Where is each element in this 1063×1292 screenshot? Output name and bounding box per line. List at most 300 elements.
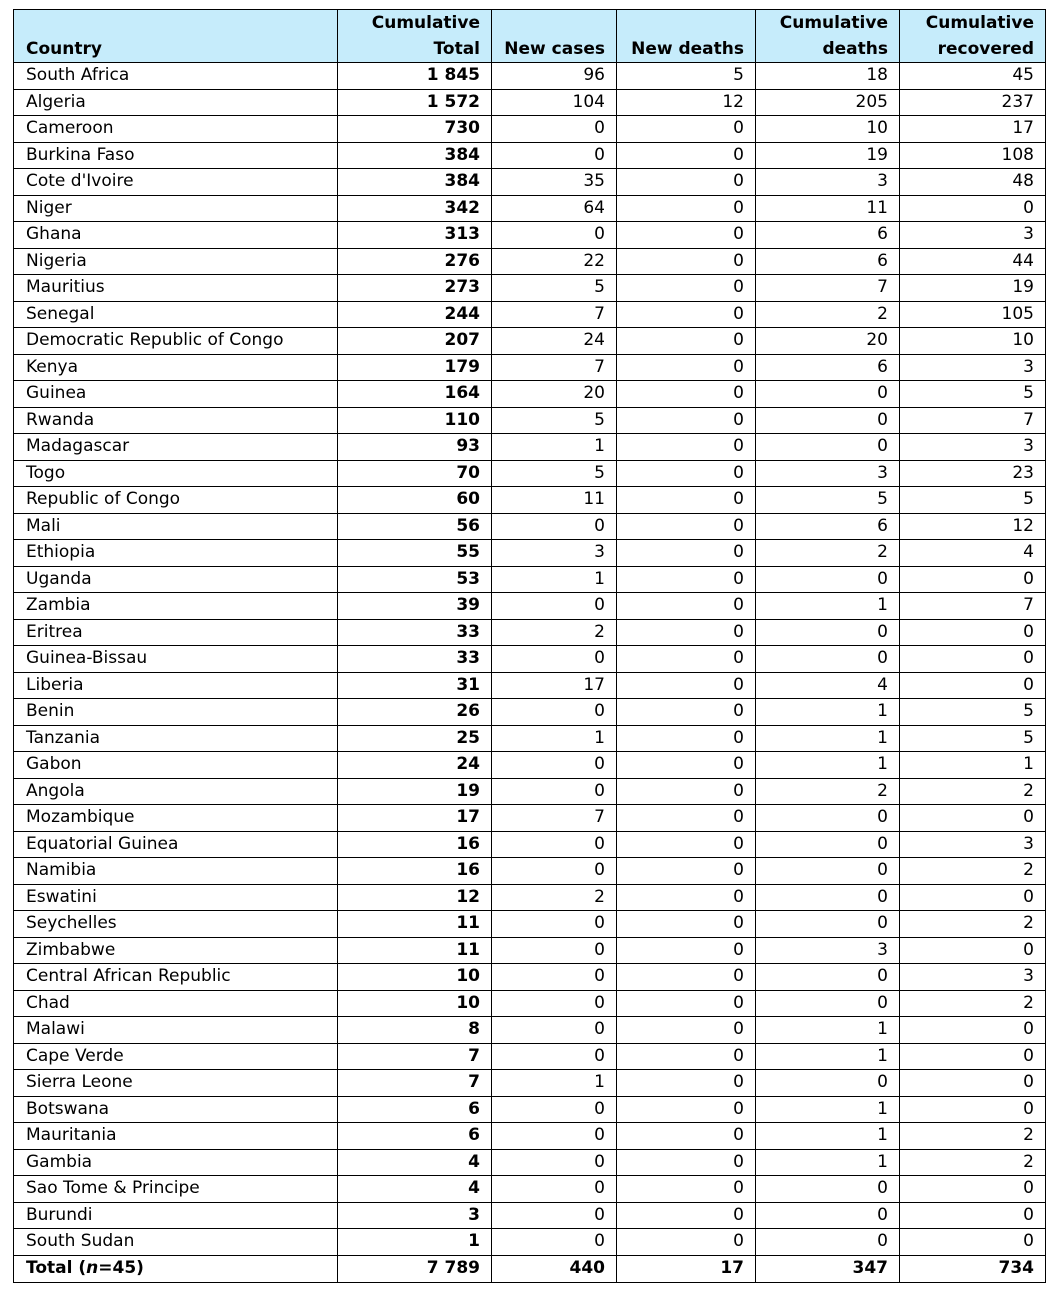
cell-cumulative-total: 19 xyxy=(338,778,492,805)
cell-new-cases: 0 xyxy=(492,699,617,726)
cell-cumulative-total: 39 xyxy=(338,593,492,620)
cell-cumulative-recovered: 105 xyxy=(900,301,1046,328)
table-row xyxy=(14,540,1046,567)
cell-new-cases: 22 xyxy=(492,248,617,275)
total-new-deaths: 17 xyxy=(617,1255,756,1282)
cell-country: Cameroon xyxy=(14,116,338,143)
cell-cumulative-total: 33 xyxy=(338,619,492,646)
cell-cumulative-total: 56 xyxy=(338,513,492,540)
cell-cumulative-total: 1 xyxy=(338,1229,492,1256)
cell-cumulative-total: 55 xyxy=(338,540,492,567)
cell-cumulative-deaths: 0 xyxy=(756,619,900,646)
cell-country: Sierra Leone xyxy=(14,1070,338,1097)
cell-cumulative-deaths: 1 xyxy=(756,1043,900,1070)
cell-cumulative-recovered: 0 xyxy=(900,646,1046,673)
cell-country: Senegal xyxy=(14,301,338,328)
cell-cumulative-recovered: 5 xyxy=(900,487,1046,514)
total-label xyxy=(14,1255,338,1282)
cell-country: Togo xyxy=(14,460,338,487)
cell-new-cases: 7 xyxy=(492,354,617,381)
cell-cumulative-deaths: 0 xyxy=(756,964,900,991)
cell-new-deaths: 0 xyxy=(617,381,756,408)
cell-new-deaths: 0 xyxy=(617,725,756,752)
cell-cumulative-total: 110 xyxy=(338,407,492,434)
cell-country: Liberia xyxy=(14,672,338,699)
cell-country: Mauritania xyxy=(14,1123,338,1150)
cell-new-deaths: 0 xyxy=(617,1229,756,1256)
cell-cumulative-deaths: 0 xyxy=(756,1229,900,1256)
table-row xyxy=(14,434,1046,461)
cell-cumulative-deaths: 0 xyxy=(756,566,900,593)
table-row xyxy=(14,275,1046,302)
cell-country: Republic of Congo xyxy=(14,487,338,514)
cell-cumulative-deaths: 6 xyxy=(756,248,900,275)
table-row xyxy=(14,1043,1046,1070)
cell-country: Ghana xyxy=(14,222,338,249)
cell-cumulative-recovered: 7 xyxy=(900,407,1046,434)
cell-new-deaths: 0 xyxy=(617,937,756,964)
cell-cumulative-deaths: 1 xyxy=(756,725,900,752)
cell-new-cases: 1 xyxy=(492,434,617,461)
table-row xyxy=(14,116,1046,143)
cell-cumulative-total: 3 xyxy=(338,1202,492,1229)
cell-new-deaths: 0 xyxy=(617,1176,756,1203)
cell-cumulative-recovered: 0 xyxy=(900,195,1046,222)
cell-new-deaths: 0 xyxy=(617,831,756,858)
cell-cumulative-deaths: 0 xyxy=(756,407,900,434)
cell-country: Angola xyxy=(14,778,338,805)
cell-new-cases: 0 xyxy=(492,858,617,885)
cell-cumulative-total: 24 xyxy=(338,752,492,779)
header-new-deaths-line2: New deaths xyxy=(631,39,744,59)
cell-country: Tanzania xyxy=(14,725,338,752)
cell-cumulative-total: 31 xyxy=(338,672,492,699)
cell-country: Namibia xyxy=(14,858,338,885)
cell-country: Equatorial Guinea xyxy=(14,831,338,858)
cell-cumulative-total: 207 xyxy=(338,328,492,355)
cell-cumulative-deaths: 4 xyxy=(756,672,900,699)
cell-cumulative-deaths: 1 xyxy=(756,593,900,620)
cell-cumulative-deaths: 2 xyxy=(756,778,900,805)
cell-new-deaths: 0 xyxy=(617,142,756,169)
cell-new-cases: 1 xyxy=(492,1070,617,1097)
header-cumulative-recovered-line1: Cumulative xyxy=(925,13,1034,33)
cell-new-cases: 17 xyxy=(492,672,617,699)
cell-new-deaths: 0 xyxy=(617,699,756,726)
table-row xyxy=(14,407,1046,434)
total-cumulative-total: 7 789 xyxy=(338,1255,492,1282)
cell-cumulative-deaths: 1 xyxy=(756,1017,900,1044)
cell-new-deaths: 0 xyxy=(617,1202,756,1229)
cell-new-cases: 24 xyxy=(492,328,617,355)
cell-cumulative-total: 6 xyxy=(338,1096,492,1123)
cell-country: Sao Tome & Principe xyxy=(14,1176,338,1203)
cell-cumulative-recovered: 0 xyxy=(900,884,1046,911)
cell-cumulative-deaths: 0 xyxy=(756,990,900,1017)
table-row xyxy=(14,937,1046,964)
cell-new-cases: 96 xyxy=(492,63,617,90)
cell-country: Eswatini xyxy=(14,884,338,911)
cell-new-deaths: 0 xyxy=(617,884,756,911)
table-row xyxy=(14,619,1046,646)
cell-cumulative-deaths: 0 xyxy=(756,1202,900,1229)
cell-cumulative-total: 313 xyxy=(338,222,492,249)
cell-new-cases: 7 xyxy=(492,805,617,832)
cell-cumulative-total: 164 xyxy=(338,381,492,408)
cell-new-cases: 0 xyxy=(492,831,617,858)
cell-new-cases: 5 xyxy=(492,275,617,302)
cell-new-deaths: 0 xyxy=(617,513,756,540)
cell-country: Eritrea xyxy=(14,619,338,646)
cell-new-deaths: 0 xyxy=(617,116,756,143)
cell-country: Guinea-Bissau xyxy=(14,646,338,673)
cell-new-cases: 0 xyxy=(492,1202,617,1229)
cell-cumulative-deaths: 0 xyxy=(756,381,900,408)
cell-cumulative-total: 8 xyxy=(338,1017,492,1044)
cell-cumulative-recovered: 0 xyxy=(900,1096,1046,1123)
cell-new-cases: 0 xyxy=(492,646,617,673)
cell-cumulative-deaths: 2 xyxy=(756,540,900,567)
table-row xyxy=(14,142,1046,169)
cell-cumulative-recovered: 1 xyxy=(900,752,1046,779)
table-row xyxy=(14,990,1046,1017)
cell-new-cases: 0 xyxy=(492,778,617,805)
cell-new-cases: 20 xyxy=(492,381,617,408)
cell-new-deaths: 0 xyxy=(617,672,756,699)
cell-cumulative-recovered: 0 xyxy=(900,566,1046,593)
cell-cumulative-deaths: 1 xyxy=(756,752,900,779)
cell-cumulative-total: 7 xyxy=(338,1043,492,1070)
table-row xyxy=(14,513,1046,540)
cell-cumulative-deaths: 6 xyxy=(756,354,900,381)
cell-cumulative-deaths: 0 xyxy=(756,831,900,858)
cell-new-deaths: 0 xyxy=(617,566,756,593)
cell-cumulative-total: 16 xyxy=(338,858,492,885)
cell-country: South Sudan xyxy=(14,1229,338,1256)
cell-new-deaths: 0 xyxy=(617,354,756,381)
cell-cumulative-recovered: 2 xyxy=(900,778,1046,805)
cell-cumulative-total: 4 xyxy=(338,1149,492,1176)
cell-cumulative-total: 33 xyxy=(338,646,492,673)
cell-cumulative-recovered: 0 xyxy=(900,1070,1046,1097)
table-row xyxy=(14,1123,1046,1150)
cell-new-cases: 0 xyxy=(492,990,617,1017)
table-row xyxy=(14,646,1046,673)
cell-country: Malawi xyxy=(14,1017,338,1044)
cell-country: Kenya xyxy=(14,354,338,381)
table-row xyxy=(14,1070,1046,1097)
cell-cumulative-recovered: 5 xyxy=(900,699,1046,726)
cell-new-deaths: 0 xyxy=(617,328,756,355)
table-row xyxy=(14,725,1046,752)
cell-new-cases: 0 xyxy=(492,1123,617,1150)
header-cumulative-deaths xyxy=(756,10,900,63)
cell-new-deaths: 5 xyxy=(617,63,756,90)
cell-new-deaths: 0 xyxy=(617,1149,756,1176)
total-row xyxy=(14,1255,1046,1282)
header-cumulative-deaths-line2: deaths xyxy=(822,39,888,59)
cell-cumulative-recovered: 3 xyxy=(900,434,1046,461)
table-row xyxy=(14,672,1046,699)
cell-new-deaths: 0 xyxy=(617,1123,756,1150)
cell-new-cases: 0 xyxy=(492,593,617,620)
cell-cumulative-total: 179 xyxy=(338,354,492,381)
total-label-suffix: =45) xyxy=(98,1258,144,1278)
cell-cumulative-deaths: 0 xyxy=(756,434,900,461)
cell-new-cases: 2 xyxy=(492,884,617,911)
header-new-deaths xyxy=(617,10,756,63)
cell-new-deaths: 0 xyxy=(617,1096,756,1123)
cell-cumulative-deaths: 19 xyxy=(756,142,900,169)
cell-cumulative-deaths: 3 xyxy=(756,460,900,487)
cell-country: Burkina Faso xyxy=(14,142,338,169)
cell-cumulative-total: 1 845 xyxy=(338,63,492,90)
table-row xyxy=(14,89,1046,116)
cell-cumulative-total: 10 xyxy=(338,990,492,1017)
table-row xyxy=(14,1017,1046,1044)
cell-new-deaths: 0 xyxy=(617,169,756,196)
header-new-cases-line2: New cases xyxy=(504,39,605,59)
cell-cumulative-deaths: 2 xyxy=(756,301,900,328)
cell-new-cases: 0 xyxy=(492,1096,617,1123)
cell-cumulative-recovered: 0 xyxy=(900,1043,1046,1070)
header-new-cases xyxy=(492,10,617,63)
table-row xyxy=(14,460,1046,487)
table-row xyxy=(14,354,1046,381)
cell-new-deaths: 0 xyxy=(617,1017,756,1044)
table-row xyxy=(14,301,1046,328)
cell-new-cases: 0 xyxy=(492,142,617,169)
cell-cumulative-recovered: 0 xyxy=(900,937,1046,964)
total-cumulative-recovered: 734 xyxy=(900,1255,1046,1282)
cell-cumulative-recovered: 0 xyxy=(900,1202,1046,1229)
cell-cumulative-recovered: 2 xyxy=(900,858,1046,885)
cell-country: Central African Republic xyxy=(14,964,338,991)
cell-cumulative-recovered: 0 xyxy=(900,805,1046,832)
cell-cumulative-total: 276 xyxy=(338,248,492,275)
total-label-prefix: Total ( xyxy=(26,1258,87,1278)
cell-cumulative-deaths: 10 xyxy=(756,116,900,143)
cell-cumulative-total: 11 xyxy=(338,937,492,964)
header-cumulative-total xyxy=(338,10,492,63)
cell-new-deaths: 0 xyxy=(617,301,756,328)
table-row xyxy=(14,778,1046,805)
table-row xyxy=(14,1149,1046,1176)
cell-new-deaths: 0 xyxy=(617,593,756,620)
cell-new-deaths: 0 xyxy=(617,964,756,991)
cell-cumulative-recovered: 0 xyxy=(900,672,1046,699)
table-row xyxy=(14,805,1046,832)
header-country xyxy=(14,10,338,63)
cell-country: Algeria xyxy=(14,89,338,116)
table-row xyxy=(14,222,1046,249)
cell-new-cases: 0 xyxy=(492,1017,617,1044)
cell-country: Nigeria xyxy=(14,248,338,275)
header-row xyxy=(14,10,1046,63)
cell-cumulative-total: 12 xyxy=(338,884,492,911)
cell-cumulative-deaths: 0 xyxy=(756,1070,900,1097)
cell-new-deaths: 0 xyxy=(617,858,756,885)
table-row xyxy=(14,699,1046,726)
cell-new-deaths: 0 xyxy=(617,460,756,487)
covid-cases-table xyxy=(13,9,1046,1283)
cell-cumulative-total: 25 xyxy=(338,725,492,752)
cell-cumulative-recovered: 17 xyxy=(900,116,1046,143)
cell-new-cases: 1 xyxy=(492,566,617,593)
cell-country: Zambia xyxy=(14,593,338,620)
table-row xyxy=(14,487,1046,514)
table-row xyxy=(14,1229,1046,1256)
cell-country: Seychelles xyxy=(14,911,338,938)
cell-new-cases: 104 xyxy=(492,89,617,116)
cell-new-cases: 0 xyxy=(492,222,617,249)
cell-cumulative-recovered: 2 xyxy=(900,1123,1046,1150)
cell-new-deaths: 0 xyxy=(617,752,756,779)
table-row xyxy=(14,831,1046,858)
cell-new-cases: 11 xyxy=(492,487,617,514)
cell-cumulative-recovered: 19 xyxy=(900,275,1046,302)
cell-cumulative-recovered: 0 xyxy=(900,1176,1046,1203)
cell-new-cases: 0 xyxy=(492,1043,617,1070)
table-row xyxy=(14,63,1046,90)
header-country-line2: Country xyxy=(26,39,102,59)
cell-cumulative-total: 730 xyxy=(338,116,492,143)
cell-cumulative-recovered: 3 xyxy=(900,831,1046,858)
cell-cumulative-deaths: 0 xyxy=(756,646,900,673)
cell-new-deaths: 0 xyxy=(617,911,756,938)
cell-cumulative-total: 384 xyxy=(338,142,492,169)
cell-new-deaths: 0 xyxy=(617,540,756,567)
cell-new-deaths: 0 xyxy=(617,407,756,434)
cell-new-cases: 1 xyxy=(492,725,617,752)
cell-country: Cape Verde xyxy=(14,1043,338,1070)
table-row xyxy=(14,381,1046,408)
table-row xyxy=(14,911,1046,938)
cell-country: Benin xyxy=(14,699,338,726)
cell-cumulative-deaths: 3 xyxy=(756,169,900,196)
cell-country: Botswana xyxy=(14,1096,338,1123)
header-cumulative-recovered xyxy=(900,10,1046,63)
cell-cumulative-recovered: 2 xyxy=(900,990,1046,1017)
cell-cumulative-recovered: 10 xyxy=(900,328,1046,355)
cell-cumulative-deaths: 0 xyxy=(756,858,900,885)
cell-cumulative-total: 26 xyxy=(338,699,492,726)
header-cumulative-deaths-line1: Cumulative xyxy=(779,13,888,33)
table-row xyxy=(14,884,1046,911)
table-row xyxy=(14,195,1046,222)
cell-cumulative-deaths: 3 xyxy=(756,937,900,964)
cell-new-cases: 35 xyxy=(492,169,617,196)
cell-new-cases: 0 xyxy=(492,752,617,779)
cell-country: Madagascar xyxy=(14,434,338,461)
cell-new-deaths: 0 xyxy=(617,434,756,461)
cell-new-cases: 5 xyxy=(492,407,617,434)
cell-cumulative-recovered: 5 xyxy=(900,381,1046,408)
cell-cumulative-recovered: 3 xyxy=(900,222,1046,249)
cell-cumulative-deaths: 0 xyxy=(756,1176,900,1203)
cell-country: Gambia xyxy=(14,1149,338,1176)
cell-cumulative-deaths: 11 xyxy=(756,195,900,222)
cell-cumulative-recovered: 0 xyxy=(900,1229,1046,1256)
cell-cumulative-total: 1 572 xyxy=(338,89,492,116)
table-row xyxy=(14,1096,1046,1123)
header-cumulative-recovered-line2: recovered xyxy=(937,39,1034,59)
cell-cumulative-deaths: 0 xyxy=(756,805,900,832)
cell-new-deaths: 0 xyxy=(617,275,756,302)
cell-cumulative-total: 342 xyxy=(338,195,492,222)
cell-cumulative-recovered: 23 xyxy=(900,460,1046,487)
cell-country: Mozambique xyxy=(14,805,338,832)
table-row xyxy=(14,964,1046,991)
cell-cumulative-deaths: 6 xyxy=(756,222,900,249)
cell-country: Burundi xyxy=(14,1202,338,1229)
cell-cumulative-total: 17 xyxy=(338,805,492,832)
cell-new-cases: 7 xyxy=(492,301,617,328)
cell-country: Cote d'Ivoire xyxy=(14,169,338,196)
cell-cumulative-total: 16 xyxy=(338,831,492,858)
cell-cumulative-recovered: 2 xyxy=(900,911,1046,938)
cell-country: Guinea xyxy=(14,381,338,408)
cell-country: Ethiopia xyxy=(14,540,338,567)
table-row xyxy=(14,248,1046,275)
table-row xyxy=(14,566,1046,593)
table-row xyxy=(14,169,1046,196)
cell-new-deaths: 0 xyxy=(617,1070,756,1097)
cell-new-cases: 0 xyxy=(492,964,617,991)
cell-country: Rwanda xyxy=(14,407,338,434)
cell-new-deaths: 0 xyxy=(617,805,756,832)
cell-cumulative-recovered: 45 xyxy=(900,63,1046,90)
cell-country: Mauritius xyxy=(14,275,338,302)
cell-cumulative-recovered: 12 xyxy=(900,513,1046,540)
cell-cumulative-deaths: 0 xyxy=(756,911,900,938)
header-cumulative-total-line1: Cumulative xyxy=(371,13,480,33)
cell-new-cases: 64 xyxy=(492,195,617,222)
cell-country: Democratic Republic of Congo xyxy=(14,328,338,355)
cell-new-cases: 3 xyxy=(492,540,617,567)
cell-country: Chad xyxy=(14,990,338,1017)
table-row xyxy=(14,328,1046,355)
table-row xyxy=(14,593,1046,620)
table-row xyxy=(14,752,1046,779)
cell-country: Uganda xyxy=(14,566,338,593)
cell-cumulative-deaths: 1 xyxy=(756,699,900,726)
cell-cumulative-recovered: 7 xyxy=(900,593,1046,620)
cell-cumulative-recovered: 108 xyxy=(900,142,1046,169)
cell-cumulative-recovered: 4 xyxy=(900,540,1046,567)
cell-cumulative-total: 10 xyxy=(338,964,492,991)
total-label-n: n xyxy=(86,1258,99,1278)
cell-cumulative-total: 6 xyxy=(338,1123,492,1150)
cell-cumulative-deaths: 1 xyxy=(756,1123,900,1150)
cell-cumulative-deaths: 6 xyxy=(756,513,900,540)
cell-cumulative-recovered: 3 xyxy=(900,964,1046,991)
cell-cumulative-total: 60 xyxy=(338,487,492,514)
cell-new-deaths: 0 xyxy=(617,222,756,249)
cell-cumulative-deaths: 1 xyxy=(756,1149,900,1176)
cell-cumulative-total: 93 xyxy=(338,434,492,461)
table-body xyxy=(14,63,1046,1256)
table-row xyxy=(14,1202,1046,1229)
cell-cumulative-total: 244 xyxy=(338,301,492,328)
cell-cumulative-deaths: 5 xyxy=(756,487,900,514)
cell-cumulative-recovered: 44 xyxy=(900,248,1046,275)
cell-cumulative-total: 11 xyxy=(338,911,492,938)
cell-cumulative-recovered: 2 xyxy=(900,1149,1046,1176)
cell-new-deaths: 0 xyxy=(617,778,756,805)
cell-new-deaths: 0 xyxy=(617,487,756,514)
cell-new-cases: 0 xyxy=(492,1149,617,1176)
